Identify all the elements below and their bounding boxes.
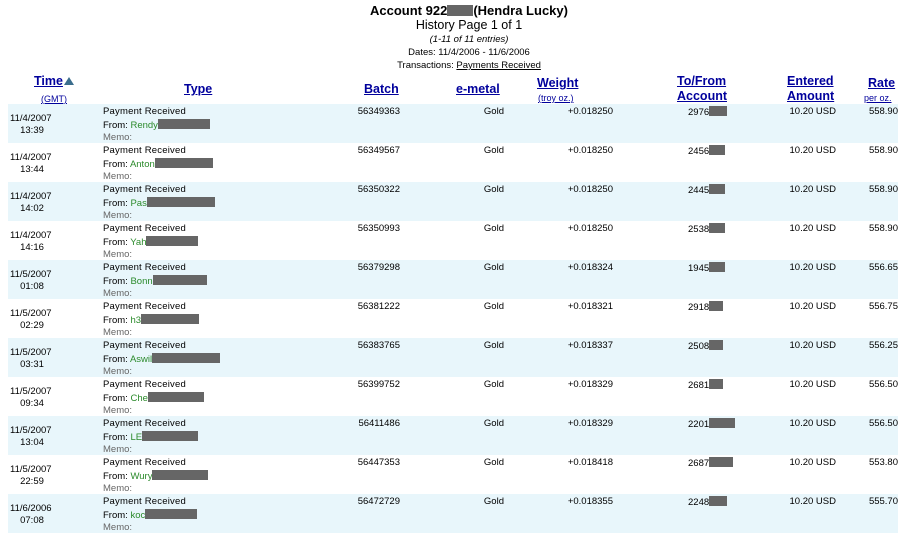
row-weight: +0.018250	[567, 106, 613, 117]
table-row	[8, 143, 898, 182]
account-number: 2456	[688, 146, 710, 157]
row-batch: 56472729	[357, 496, 400, 507]
row-account	[668, 379, 752, 391]
row-time: 02:29	[20, 320, 44, 331]
from-name: Rendy	[130, 120, 158, 131]
row-weight: +0.018250	[567, 223, 613, 234]
account-number: 2538	[688, 224, 710, 235]
redacted-block	[158, 119, 210, 129]
row-rate: 558.90	[868, 106, 898, 117]
col-header-entered[interactable]	[787, 74, 834, 104]
from-name: koc	[130, 510, 146, 521]
row-amount: 10.20 USD	[789, 418, 836, 429]
row-date: 11/5/2007	[10, 464, 52, 475]
row-memo: Memo:	[103, 249, 133, 260]
col-rate-sub[interactable]: per oz.	[864, 93, 892, 103]
row-account	[668, 106, 752, 118]
row-time: 13:39	[20, 125, 44, 136]
row-metal: Gold	[483, 223, 504, 234]
row-batch: 56349567	[357, 145, 400, 156]
row-amount: 10.20 USD	[789, 496, 836, 507]
col-entered-line2[interactable]: Amount	[787, 89, 835, 103]
account-number: 2445	[688, 185, 710, 196]
col-header-weight[interactable]: Weight	[537, 76, 579, 90]
col-entered-line1[interactable]: Entered	[787, 74, 834, 88]
row-amount: 10.20 USD	[789, 262, 836, 273]
row-time: 13:04	[20, 437, 44, 448]
redacted-block	[709, 223, 725, 233]
row-metal: Gold	[483, 262, 504, 273]
row-type: Payment Received	[103, 418, 186, 429]
row-amount: 10.20 USD	[789, 340, 836, 351]
col-header-tofrom[interactable]	[677, 74, 727, 104]
redacted-block	[709, 340, 723, 350]
row-amount: 10.20 USD	[789, 184, 836, 195]
row-from	[103, 353, 220, 365]
row-amount: 10.20 USD	[789, 106, 836, 117]
row-batch: 56381222	[357, 301, 400, 312]
account-number: 2508	[688, 341, 710, 352]
row-batch: 56349363	[357, 106, 400, 117]
redacted-block	[141, 314, 199, 324]
from-label: From:	[103, 315, 128, 326]
row-account	[668, 496, 752, 508]
row-weight: +0.018250	[567, 145, 613, 156]
row-from	[103, 236, 198, 248]
row-rate: 556.25	[868, 340, 898, 351]
table-row	[8, 494, 898, 533]
row-amount: 10.20 USD	[789, 379, 836, 390]
redacted-block	[709, 379, 723, 389]
row-metal: Gold	[483, 340, 504, 351]
row-weight: +0.018355	[567, 496, 613, 507]
row-date: 11/5/2007	[10, 386, 52, 397]
redacted-block	[147, 197, 215, 207]
row-memo: Memo:	[103, 210, 133, 221]
col-time-sub[interactable]: (GMT)	[41, 94, 67, 104]
redacted-block	[155, 158, 213, 168]
col-header-emetal[interactable]: e-metal	[456, 82, 500, 96]
from-name: Bonn	[130, 276, 153, 287]
row-metal: Gold	[483, 457, 504, 468]
from-label: From:	[103, 354, 128, 365]
row-metal: Gold	[483, 106, 504, 117]
table-row	[8, 221, 898, 260]
row-memo: Memo:	[103, 132, 133, 143]
from-name: h3	[130, 315, 142, 326]
table-row	[8, 182, 898, 221]
entries-count: (1-11 of 11 entries)	[429, 34, 509, 45]
from-label: From:	[103, 198, 128, 209]
account-number: 2201	[688, 419, 710, 430]
row-memo: Memo:	[103, 366, 133, 377]
row-date: 11/5/2007	[10, 269, 52, 280]
row-type: Payment Received	[103, 223, 186, 234]
redacted-block	[152, 353, 220, 363]
row-memo: Memo:	[103, 444, 133, 455]
redacted-block	[709, 418, 735, 428]
row-type: Payment Received	[103, 145, 186, 156]
account-number: 2248	[688, 497, 710, 508]
from-name: Aswil	[129, 354, 153, 365]
row-memo: Memo:	[103, 483, 133, 494]
row-account	[668, 184, 752, 196]
transactions-table	[8, 104, 898, 533]
redacted-block	[153, 275, 207, 285]
row-metal: Gold	[483, 145, 504, 156]
col-tofrom-line2[interactable]: Account	[677, 89, 727, 103]
row-from	[103, 509, 197, 521]
row-weight: +0.018329	[567, 418, 613, 429]
row-metal: Gold	[483, 496, 504, 507]
row-type: Payment Received	[103, 457, 186, 468]
sort-ascending-icon[interactable]	[64, 77, 74, 85]
row-rate: 558.90	[868, 223, 898, 234]
row-rate: 558.90	[868, 184, 898, 195]
row-time: 13:44	[20, 164, 44, 175]
row-batch: 56383765	[357, 340, 400, 351]
from-name: Pas	[130, 198, 147, 209]
col-header-batch[interactable]: Batch	[364, 82, 399, 96]
row-date: 11/4/2007	[10, 152, 52, 163]
from-label: From:	[103, 276, 128, 287]
account-number: 2687	[688, 458, 710, 469]
row-weight: +0.018337	[567, 340, 613, 351]
row-date: 11/4/2007	[10, 230, 52, 241]
redacted-block	[709, 184, 725, 194]
row-from	[103, 470, 208, 482]
row-date: 11/6/2006	[10, 503, 52, 514]
row-time: 07:08	[20, 515, 44, 526]
redacted-block	[709, 496, 727, 506]
row-memo: Memo:	[103, 327, 133, 338]
table-row	[8, 377, 898, 416]
table-row	[8, 299, 898, 338]
row-account	[668, 301, 752, 313]
col-tofrom-line1[interactable]: To/From	[677, 74, 727, 88]
account-number: 1945	[688, 263, 710, 274]
row-metal: Gold	[483, 418, 504, 429]
table-row	[8, 260, 898, 299]
row-rate: 556.65	[868, 262, 898, 273]
transactions-link[interactable]: Payments Received	[456, 60, 541, 71]
row-memo: Memo:	[103, 288, 133, 299]
col-weight-sub[interactable]: (troy oz.)	[538, 93, 574, 103]
col-header-time[interactable]	[34, 74, 74, 89]
row-account	[668, 457, 752, 469]
transactions-filter	[0, 60, 908, 71]
row-weight: +0.018250	[567, 184, 613, 195]
row-metal: Gold	[483, 184, 504, 195]
row-time: 09:34	[20, 398, 44, 409]
row-rate: 553.80	[868, 457, 898, 468]
row-from	[103, 158, 213, 170]
row-type: Payment Received	[103, 340, 186, 351]
redacted-block	[709, 262, 725, 272]
row-account	[668, 223, 752, 235]
row-account	[668, 418, 752, 430]
table-row	[8, 104, 898, 143]
row-type: Payment Received	[103, 379, 186, 390]
row-from	[103, 392, 204, 404]
row-date: 11/4/2007	[10, 113, 52, 124]
account-name: (Hendra Lucky)	[473, 3, 568, 18]
redacted-block	[146, 236, 198, 246]
redacted-block	[709, 145, 725, 155]
from-label: From:	[103, 237, 128, 248]
date-range: Dates: 11/4/2006 - 11/6/2006	[408, 47, 530, 58]
table-row	[8, 416, 898, 455]
row-batch: 56350993	[357, 223, 400, 234]
from-name: LE	[130, 432, 143, 443]
row-time: 14:02	[20, 203, 44, 214]
redacted-block	[152, 470, 208, 480]
redacted-block	[709, 457, 733, 467]
account-number: 2681	[688, 380, 710, 391]
row-memo: Memo:	[103, 171, 133, 182]
row-amount: 10.20 USD	[789, 301, 836, 312]
redacted-block	[709, 106, 727, 116]
row-metal: Gold	[483, 301, 504, 312]
from-label: From:	[103, 159, 128, 170]
from-label: From:	[103, 432, 128, 443]
row-account	[668, 145, 752, 157]
row-rate: 556.75	[868, 301, 898, 312]
redacted-block	[142, 431, 198, 441]
row-memo: Memo:	[103, 405, 133, 416]
table-row	[8, 455, 898, 494]
row-batch: 56379298	[357, 262, 400, 273]
row-amount: 10.20 USD	[789, 145, 836, 156]
redacted-block	[447, 5, 473, 16]
row-type: Payment Received	[103, 496, 186, 507]
from-label: From:	[103, 471, 128, 482]
account-prefix: Account 922	[370, 3, 448, 18]
row-date: 11/4/2007	[10, 191, 52, 202]
row-rate: 555.70	[868, 496, 898, 507]
row-amount: 10.20 USD	[789, 223, 836, 234]
row-date: 11/5/2007	[10, 347, 52, 358]
row-from	[103, 314, 199, 326]
row-rate: 556.50	[868, 379, 898, 390]
row-time: 03:31	[20, 359, 44, 370]
col-header-type[interactable]: Type	[184, 82, 213, 96]
row-from	[103, 275, 207, 287]
account-title	[0, 3, 908, 18]
from-name: Yah	[130, 237, 147, 248]
row-weight: +0.018418	[567, 457, 613, 468]
row-type: Payment Received	[103, 184, 186, 195]
row-from	[103, 431, 198, 443]
row-type: Payment Received	[103, 106, 186, 117]
row-date: 11/5/2007	[10, 308, 52, 319]
row-batch: 56411486	[358, 418, 400, 429]
account-number: 2976	[688, 107, 710, 118]
row-time: 22:59	[20, 476, 44, 487]
from-label: From:	[103, 510, 128, 521]
from-label: From:	[103, 393, 128, 404]
row-weight: +0.018329	[567, 379, 613, 390]
row-from	[103, 119, 210, 131]
row-batch: 56447353	[357, 457, 400, 468]
row-account	[668, 340, 752, 352]
row-weight: +0.018324	[567, 262, 613, 273]
row-amount: 10.20 USD	[789, 457, 836, 468]
row-rate: 556.50	[868, 418, 898, 429]
row-memo: Memo:	[103, 522, 133, 533]
row-type: Payment Received	[103, 262, 186, 273]
transactions-label: Transactions:	[397, 60, 454, 71]
account-number: 2918	[688, 302, 710, 313]
history-page-label: History Page 1 of 1	[415, 18, 523, 32]
row-from	[103, 197, 215, 209]
row-batch: 56399752	[357, 379, 400, 390]
from-name: Che	[130, 393, 148, 404]
row-batch: 56350322	[357, 184, 400, 195]
row-time: 01:08	[20, 281, 44, 292]
row-account	[668, 262, 752, 274]
row-weight: +0.018321	[567, 301, 613, 312]
row-metal: Gold	[483, 379, 504, 390]
row-time: 14:16	[20, 242, 44, 253]
row-date: 11/5/2007	[10, 425, 52, 436]
col-time-label[interactable]: Time	[34, 74, 63, 88]
from-name: Anton	[129, 159, 155, 170]
row-type: Payment Received	[103, 301, 186, 312]
table-row	[8, 338, 898, 377]
row-rate: 558.90	[868, 145, 898, 156]
redacted-block	[148, 392, 204, 402]
col-header-rate[interactable]: Rate	[868, 76, 896, 90]
redacted-block	[709, 301, 723, 311]
from-label: From:	[103, 120, 128, 131]
redacted-block	[145, 509, 197, 519]
from-name: Wury	[130, 471, 153, 482]
